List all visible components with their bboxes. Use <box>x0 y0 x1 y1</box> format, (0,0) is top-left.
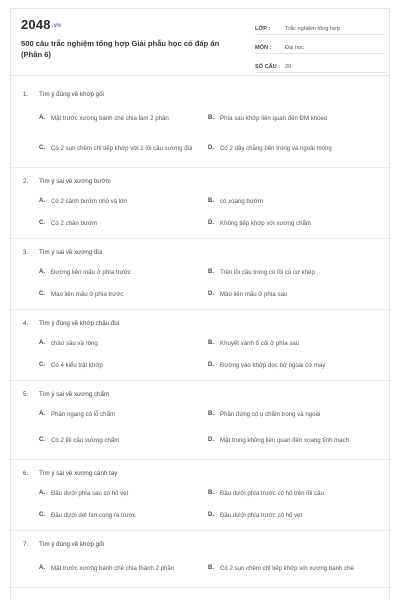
option-row <box>11 135 389 161</box>
option-letter: C. <box>39 362 45 368</box>
option-text: Mặt trước xương bánh chè chia thành 2 phần <box>51 564 175 572</box>
option-a[interactable] <box>11 555 200 581</box>
option-b[interactable] <box>200 555 389 581</box>
question-item <box>11 310 389 381</box>
question-text: Tìm ý sai về xương chẩm <box>39 390 110 398</box>
option-row <box>11 192 389 210</box>
document-header <box>11 9 389 73</box>
document-page <box>10 8 390 600</box>
option-text: Có 2 cánh bướm nhỏ và lớn <box>51 197 128 205</box>
option-letter: B. <box>208 490 214 496</box>
site-logo[interactable] <box>21 17 61 32</box>
option-text: Mặt trước xương bánh chè chia làm 2 phần <box>51 114 169 122</box>
option-text: Khuyết vành ổ cối ở phía sau <box>220 339 300 347</box>
option-letter: C. <box>39 512 45 518</box>
option-a[interactable] <box>11 405 200 423</box>
option-text: Phần ngang có lỗ chẩm <box>51 410 116 418</box>
question-item <box>11 381 389 460</box>
option-letter: B. <box>208 269 214 275</box>
meta-value: 20 <box>285 64 292 70</box>
question-number: 5. <box>23 390 29 398</box>
option-d[interactable] <box>200 506 389 524</box>
option-c[interactable] <box>11 214 200 232</box>
option-d[interactable] <box>200 214 389 232</box>
option-row <box>11 484 389 502</box>
option-text: Đầu dưới phía sau có hố vẹt <box>51 489 129 497</box>
option-letter: B. <box>208 411 214 417</box>
document-title: 500 câu trắc nghiệm tổng hợp Giải phẫu học có đáp án (Phần 6) <box>21 39 220 59</box>
option-letter: A. <box>39 198 45 204</box>
option-letter: A. <box>39 490 45 496</box>
option-a[interactable] <box>11 334 200 352</box>
option-b[interactable] <box>200 405 389 423</box>
option-d[interactable] <box>200 427 389 453</box>
option-text: Mào liên mấu ở phía trước <box>51 290 124 298</box>
question-header <box>11 387 389 401</box>
option-row <box>11 405 389 423</box>
question-text: Tìm ý đúng về khớp gối <box>39 540 104 548</box>
option-c[interactable] <box>11 135 200 161</box>
option-text: Đầu dưới phía trước có hố trên lồi cầu <box>220 489 324 497</box>
option-letter: B. <box>208 340 214 346</box>
option-b[interactable] <box>200 484 389 502</box>
option-letter: A. <box>39 269 45 275</box>
option-text: Có 4 kiểu trật khớp <box>51 361 103 369</box>
option-c[interactable] <box>11 356 200 374</box>
meta-row-class <box>255 19 385 35</box>
option-row <box>11 105 389 131</box>
question-text: Tìm ý đúng về khớp gối <box>39 90 104 98</box>
option-a[interactable] <box>11 263 200 281</box>
option-letter: B. <box>208 198 214 204</box>
question-item <box>11 168 389 239</box>
option-text: Không tiếp khớp với xương chẩm <box>220 219 311 227</box>
option-text: Đầu dưới dẹt hơi cong ra trước <box>51 511 136 519</box>
question-text: Tìm ý sai về xương cánh tay <box>39 469 118 477</box>
question-number: 7. <box>23 540 29 548</box>
option-letter: B. <box>208 565 214 571</box>
question-header <box>11 87 389 101</box>
question-list <box>11 81 389 588</box>
option-c[interactable] <box>11 285 200 303</box>
option-text: Phần đứng có ụ chẩm trong và ngoài <box>220 410 321 418</box>
question-header <box>11 245 389 259</box>
option-letter: D. <box>208 437 214 443</box>
option-letter: D. <box>208 362 214 368</box>
option-letter: D. <box>208 512 214 518</box>
option-letter: C. <box>39 437 45 443</box>
question-number: 3. <box>23 248 29 256</box>
option-d[interactable] <box>200 356 389 374</box>
option-text: có xoang bướm <box>220 197 263 205</box>
option-text: Có 2 sụn chêm chỉ tiếp khớp với 2 lồi cầu xương đùi <box>51 144 193 152</box>
option-d[interactable] <box>200 285 389 303</box>
option-row <box>11 506 389 524</box>
option-text: Đầu dưới phía trước có hố vẹt <box>220 511 303 519</box>
meta-key: SỐ CÂU : <box>255 64 281 70</box>
option-c[interactable] <box>11 427 200 453</box>
option-letter: C. <box>39 220 45 226</box>
option-row <box>11 555 389 581</box>
option-letter: A. <box>39 340 45 346</box>
option-letter: D. <box>208 145 214 151</box>
option-text: Có 2 dây chằng bên trong và ngoài móng <box>220 144 332 152</box>
option-b[interactable] <box>200 263 389 281</box>
question-number: 6. <box>23 469 29 477</box>
question-text: Tìm ý đúng về khớp chậu đùi <box>39 319 120 327</box>
question-header <box>11 174 389 188</box>
question-item <box>11 460 389 531</box>
question-header <box>11 537 389 551</box>
meta-row-subject <box>255 38 385 54</box>
option-letter: A. <box>39 115 45 121</box>
option-b[interactable] <box>200 334 389 352</box>
option-a[interactable] <box>11 192 200 210</box>
question-header <box>11 466 389 480</box>
option-text: Có 2 sụn chêm chỉ tiếp khớp với xương bánh chè <box>220 564 354 572</box>
option-text: Mào liên mấu ở phía sau <box>220 290 288 298</box>
question-text: Tìm ý sai về xương bướm <box>39 177 111 185</box>
question-number: 1. <box>23 90 29 98</box>
question-number: 2. <box>23 177 29 185</box>
option-row <box>11 285 389 303</box>
option-text: Có 2 lồi cầu xương chẩm <box>51 436 120 444</box>
question-header <box>11 316 389 330</box>
option-letter: D. <box>208 291 214 297</box>
question-text: Tìm ý sai về xương đùi <box>39 248 103 256</box>
option-letter: C. <box>39 291 45 297</box>
option-text: Có 2 chân bướm <box>51 219 98 227</box>
option-letter: A. <box>39 565 45 571</box>
option-letter: C. <box>39 145 45 151</box>
option-letter: D. <box>208 220 214 226</box>
document-meta <box>255 19 385 76</box>
header-divider <box>11 75 389 76</box>
meta-value: Đại học <box>285 45 304 51</box>
option-b[interactable] <box>200 192 389 210</box>
meta-key: MÔN : <box>255 45 272 51</box>
option-text: Trên lồi cầu trong có lồi củ cơ khép <box>220 268 315 276</box>
option-row <box>11 356 389 374</box>
meta-value: Trắc nghiệm tổng hợp <box>285 26 340 32</box>
option-row <box>11 263 389 281</box>
question-number: 4. <box>23 319 29 327</box>
meta-key: LỚP : <box>255 26 271 32</box>
option-c[interactable] <box>11 506 200 524</box>
question-item <box>11 531 389 588</box>
option-d[interactable] <box>200 135 389 161</box>
meta-row-count <box>255 57 385 73</box>
option-text: chảo sâu và rộng <box>51 339 98 347</box>
question-item <box>11 81 389 168</box>
question-item <box>11 239 389 310</box>
option-row <box>11 427 389 453</box>
option-letter: B. <box>208 115 214 121</box>
option-text: Phía sau khớp liên quan đến ĐM khoeo <box>220 114 328 122</box>
option-row <box>11 214 389 232</box>
logo-text: 2048 <box>21 17 51 32</box>
option-text: Đường vào khớp dọc bờ ngoài cơ may <box>220 361 326 369</box>
option-letter: A. <box>39 411 45 417</box>
logo-suffix: .vn <box>51 23 62 29</box>
option-b[interactable] <box>200 105 389 131</box>
option-row <box>11 334 389 352</box>
option-a[interactable] <box>11 105 200 131</box>
option-a[interactable] <box>11 484 200 502</box>
option-text: Mặt trong không liên quan đến xoang tĩnh mạch <box>220 436 350 444</box>
option-text: Đường liên mấu ở phía trước <box>51 268 131 276</box>
